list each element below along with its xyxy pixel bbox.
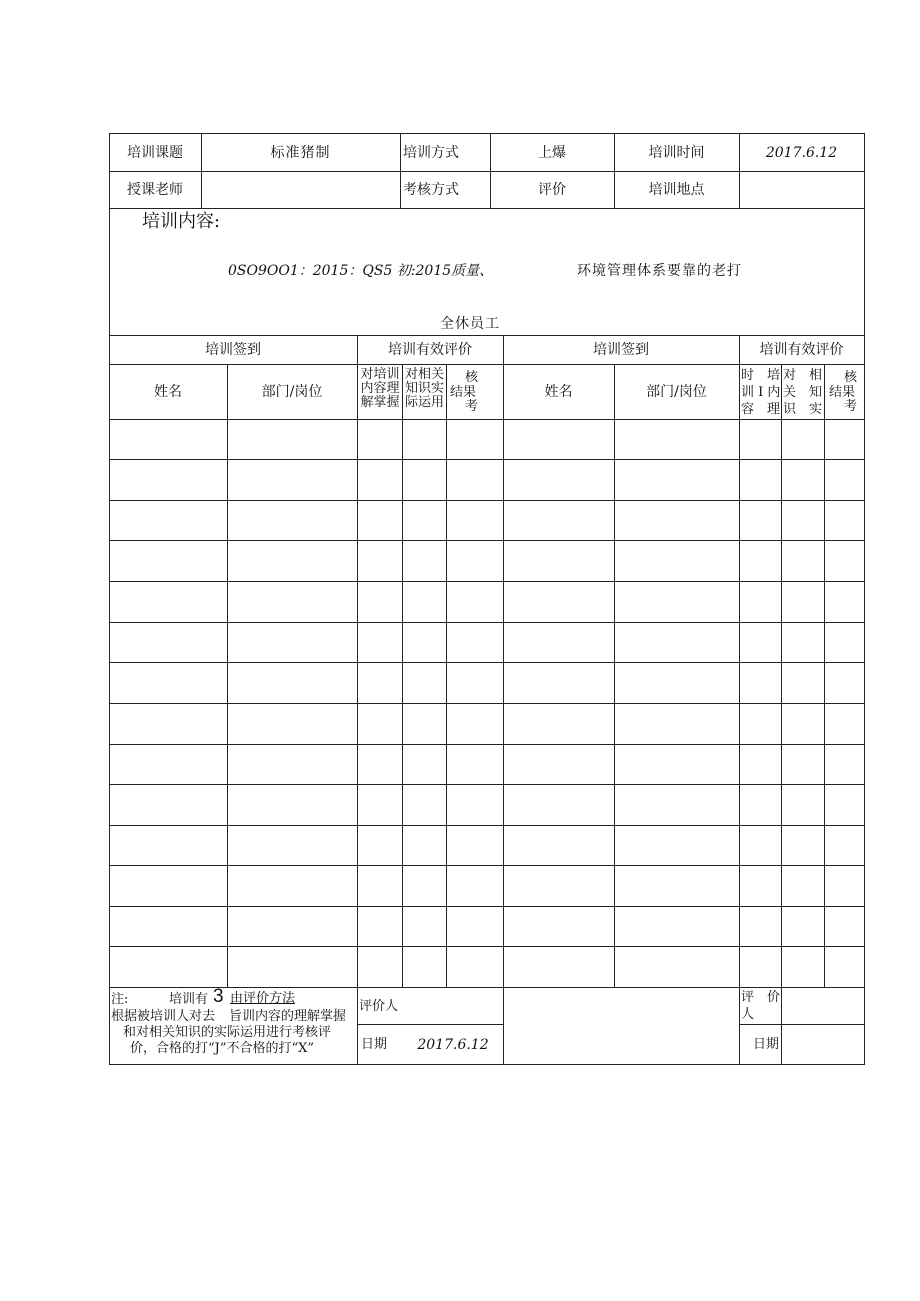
exam-method-label: 考核方式 <box>403 182 459 198</box>
application-column-left: 对相关知识实际运用 <box>404 367 444 410</box>
rule <box>109 459 865 460</box>
teacher-label: 授课老师 <box>127 182 183 198</box>
rule <box>357 335 358 1065</box>
rule <box>109 540 865 541</box>
evaluator-label-right-1: 评 价 <box>741 990 781 1005</box>
understanding-column-right-3: 容 理 <box>741 402 781 417</box>
rule <box>109 133 865 134</box>
dept-column-right: 部门/岗位 <box>646 384 707 400</box>
rule <box>109 703 865 704</box>
rule <box>824 364 825 988</box>
application-column-right-3: 识 实 <box>783 402 823 417</box>
date-value-left: 2017.6.12 <box>417 1037 489 1053</box>
training-content-line1: 0SO9OO1：2015：QS5 初:2015质量、 <box>228 263 494 279</box>
rule <box>109 865 865 866</box>
rule <box>781 364 782 1065</box>
rule <box>402 364 403 988</box>
name-column-right: 姓名 <box>544 384 573 400</box>
rule <box>614 364 615 988</box>
rule <box>109 622 865 623</box>
result-column-right-3: 考 <box>844 399 858 414</box>
training-content-line2: 环境管理体系要靠的老打 <box>577 263 742 279</box>
evaluation-method-title: 由评价方法 <box>230 991 296 1006</box>
understanding-column-left: 对培训内容理解掌握 <box>360 367 400 410</box>
rule <box>109 825 865 826</box>
training-method-value: 上爆 <box>538 145 566 161</box>
evaluator-label-left: 评价人 <box>359 999 399 1014</box>
rule <box>109 662 865 663</box>
result-column-right-1: 核 <box>844 370 858 385</box>
rule <box>357 1024 503 1025</box>
training-time-value: 2017.6.12 <box>765 145 838 161</box>
application-column-right-2: 关 知 <box>783 385 823 400</box>
note-mid: 培训有 <box>169 992 209 1007</box>
rule <box>109 335 865 336</box>
exam-method-value: 评价 <box>538 182 566 198</box>
eval-header-right: 培训有效评价 <box>759 342 844 358</box>
training-method-label: 培训方式 <box>403 145 459 161</box>
rule <box>109 364 865 365</box>
date-label-right: 日期 <box>753 1037 780 1052</box>
rule <box>109 946 865 947</box>
rule <box>109 171 865 172</box>
rule <box>227 364 228 988</box>
note-line2-left: 根据被培训人对去 <box>111 1009 216 1024</box>
rule <box>739 1024 865 1025</box>
rule <box>503 335 504 1065</box>
rule <box>739 335 740 1065</box>
signin-header-left: 培训签到 <box>205 342 261 358</box>
rule <box>109 500 865 501</box>
rule <box>446 364 447 988</box>
training-time-label: 培训时间 <box>648 145 705 161</box>
rule <box>109 208 865 209</box>
result-column-left-1: 核 <box>465 370 479 385</box>
application-column-right-1: 对 相 <box>783 368 823 383</box>
result-column-left-2: 结果 <box>450 385 477 400</box>
note-label: 注: <box>111 992 129 1007</box>
note-line3: 和对相关知识的实际运用进行考核评 <box>123 1025 332 1040</box>
understanding-column-right-2: 训 I 内 <box>741 385 781 400</box>
rule <box>109 906 865 907</box>
rule <box>109 784 865 785</box>
result-column-left-3: 考 <box>465 399 479 414</box>
note-line4: 价，合格的打“J”不合格的打“X” <box>130 1041 315 1056</box>
training-topic-value: 标准猪制 <box>270 145 331 161</box>
note-line2-right: 旨训内容的理解掌握 <box>229 1009 347 1024</box>
date-label-left: 日期 <box>361 1037 388 1052</box>
note-number: 3 <box>213 986 224 1007</box>
result-column-right-2: 结果 <box>829 385 856 400</box>
rule <box>864 133 865 1065</box>
rule <box>109 419 865 420</box>
rule <box>109 581 865 582</box>
training-place-label: 培训地点 <box>648 182 705 198</box>
training-content-label: 培训内容: <box>142 211 221 232</box>
name-column-left: 姓名 <box>154 384 182 400</box>
evaluator-label-right-2: 人 <box>741 1007 755 1022</box>
dept-column-left: 部门/岗位 <box>261 384 323 400</box>
training-audience: 全休员工 <box>440 316 500 332</box>
rule <box>109 1064 865 1065</box>
signin-header-right: 培训签到 <box>593 342 649 358</box>
rule <box>109 133 110 1065</box>
understanding-column-right-1: 时 培 <box>741 368 781 383</box>
training-topic-label: 培训课题 <box>127 145 183 161</box>
eval-header-left: 培训有效评价 <box>388 342 472 358</box>
rule <box>400 133 401 208</box>
rule <box>109 744 865 745</box>
